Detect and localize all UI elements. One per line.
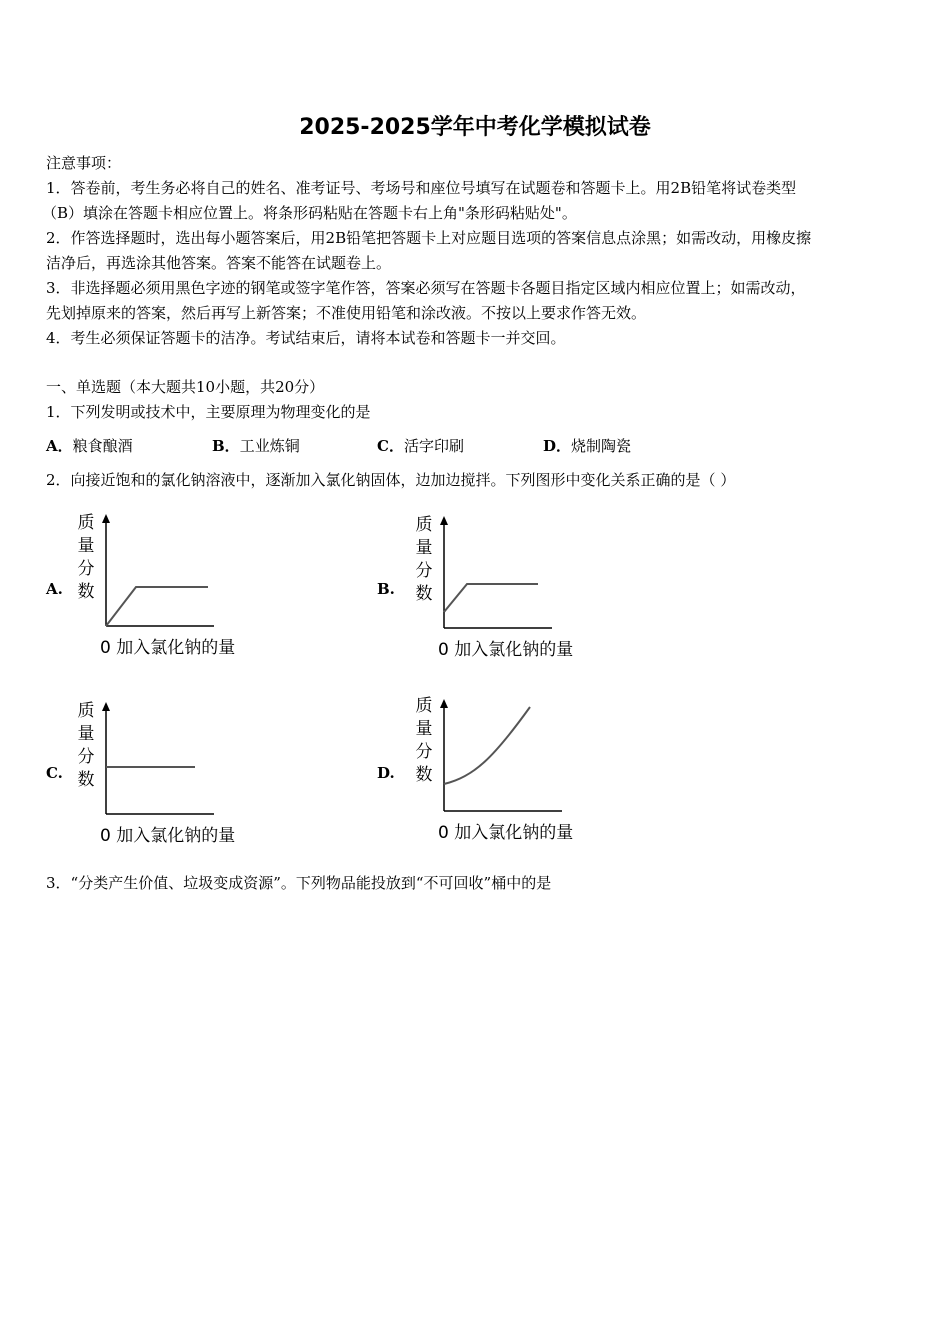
ylabel-char: 分 [77, 747, 95, 767]
graph-a-letter: A. [46, 580, 63, 598]
question-3-stem: 3．“分类产生价值、垃圾变成资源”。下列物品能投放到“不可回收”桶中的是 [46, 874, 552, 892]
graph-d-plot [434, 697, 564, 817]
section-heading: 一、单选题（本大题共10小题，共20分） [46, 378, 325, 396]
page-title: 2025-2025学年中考化学模拟试卷 [299, 115, 651, 140]
ylabel-char: 质 [415, 515, 433, 535]
option-letter: A． [46, 437, 73, 455]
q1-option-b [212, 435, 300, 456]
graph-b-letter: B. [377, 580, 395, 598]
graph-c-letter: C. [46, 764, 63, 782]
q1-option-d [543, 435, 631, 456]
ylabel-char: 质 [77, 513, 95, 533]
graph-d-letter: D. [377, 764, 395, 782]
notice-heading: 注意事项： [46, 154, 122, 172]
y-axis-arrow-icon [102, 702, 110, 711]
notice-line-6: 先划掉原来的答案，然后再写上新答案；不准使用铅笔和涂改液。不按以上要求作答无效。 [46, 304, 647, 322]
q1-option-c [377, 435, 464, 456]
option-text: 工业炼铜 [239, 437, 300, 455]
ylabel-char: 数 [77, 582, 95, 602]
question-2-stem: 2．向接近饱和的氯化钠溶液中，逐渐加入氯化钠固体，边加边搅拌。下列图形中变化关系正确的是（ ） [46, 471, 736, 489]
ylabel-char: 质 [77, 701, 95, 721]
notice-line-1: 1．答卷前，考生务必将自己的姓名、准考证号、考场号和座位号填写在试题卷和答题卡上。用2B铅笔将试卷类型 [46, 179, 797, 197]
graph-a-ylabel [76, 512, 96, 604]
ylabel-char: 量 [77, 724, 95, 744]
notice-line-3: 2．作答选择题时，选出每小题答案后，用2B铅笔把答题卡上对应题目选项的答案信息点涂黑；如需改动，用橡皮擦 [46, 229, 812, 247]
question-1-stem: 1．下列发明或技术中，主要原理为物理变化的是 [46, 403, 371, 421]
curve [444, 707, 530, 784]
ylabel-char: 量 [415, 538, 433, 558]
option-letter: B． [212, 437, 240, 455]
ylabel-char: 分 [415, 561, 433, 581]
ylabel-char: 数 [415, 584, 433, 604]
y-axis-arrow-icon [102, 514, 110, 523]
graph-a-plot [96, 512, 216, 632]
graph-d-ylabel [414, 695, 434, 787]
option-text: 烧制陶瓷 [571, 437, 632, 455]
ylabel-char: 量 [77, 536, 95, 556]
notice-line-5: 3．非选择题必须用黑色字迹的钢笔或签字笔作答，答案必须写在答题卡各题目指定区域内相应位置上；如需改动， [46, 279, 806, 297]
y-axis-arrow-icon [440, 516, 448, 525]
ylabel-char: 数 [415, 765, 433, 785]
option-text: 活字印刷 [403, 437, 464, 455]
graph-b-xlabel: 0 加入氯化钠的量 [438, 640, 574, 660]
graph-c-xlabel: 0 加入氯化钠的量 [100, 826, 236, 846]
ylabel-char: 质 [415, 696, 433, 716]
ylabel-char: 量 [415, 719, 433, 739]
option-letter: C． [377, 437, 404, 455]
graph-d-xlabel: 0 加入氯化钠的量 [438, 823, 574, 843]
y-axis-arrow-icon [440, 699, 448, 708]
graph-b-plot [434, 514, 554, 634]
option-letter: D． [543, 437, 572, 455]
q1-option-a [46, 435, 133, 456]
graph-c-ylabel [76, 700, 96, 792]
ylabel-char: 分 [77, 559, 95, 579]
ylabel-char: 数 [77, 770, 95, 790]
notice-line-2: （B）填涂在答题卡相应位置上。将条形码粘贴在答题卡右上角"条形码粘贴处"。 [42, 204, 577, 222]
graph-c-plot [96, 700, 216, 820]
curve [444, 584, 538, 612]
curve [106, 587, 208, 626]
notice-line-4: 洁净后，再选涂其他答案。答案不能答在试题卷上。 [46, 254, 392, 272]
graph-b-ylabel [414, 514, 434, 606]
option-text: 粮食酿酒 [72, 437, 133, 455]
graph-a-xlabel: 0 加入氯化钠的量 [100, 638, 236, 658]
notice-line-7: 4．考生必须保证答题卡的洁净。考试结束后，请将本试卷和答题卡一并交回。 [46, 329, 566, 347]
ylabel-char: 分 [415, 742, 433, 762]
